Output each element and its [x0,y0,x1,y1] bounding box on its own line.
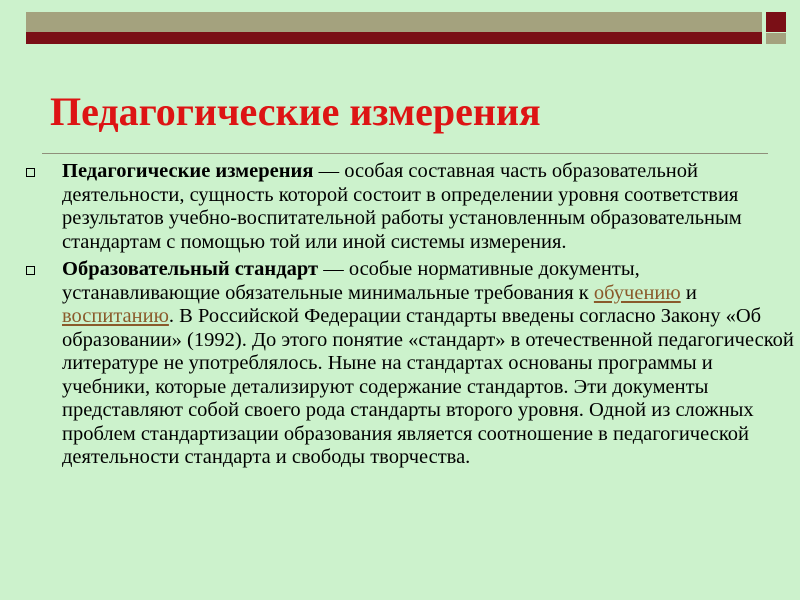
header-bar-dark [26,32,762,44]
square-bullet-icon [26,168,35,177]
link-vospitaniyu[interactable]: воспитанию [62,305,169,327]
slide-title: Педагогические измерения [50,89,541,134]
square-bullet-icon [26,266,35,275]
corner-square-light [766,33,786,44]
list-item [26,160,796,254]
header-bar-light [26,12,762,32]
definition-text: — особая составная часть образовательной деятельности, сущность которой состоит в определении уровня соответствия результатов учебно-воспитательной работы установленным образовательным стандартам с помощью той или иной системы измерения. [62,160,742,253]
definition-text-end: . В Российской Федерации стандарты введены согласно Закону «Об образовании» (1992). До этого понятие «стандарт» в отечественной педагогической литературе не употреблялось. Ныне на стандартах основаны программы и учебники, которые детализируют содержание стандартов. Эти документы представляют собой своего рода стандарты второго уровня. Одной из сложных проблем стандартизации образования является соотношение в педагогической деятельности стандарта и свободы творчества. [62,305,794,468]
definition-text-start: — особые нормативные документы, устанавливающие обязательные минимальные требования к [62,258,640,304]
definition-text-conjunction: и [680,281,697,304]
link-obucheniyu[interactable]: обучению [593,281,681,304]
bullet-list [26,160,796,470]
term-pedagogical-measurements: Педагогические измерения [62,160,314,182]
corner-square-dark [766,12,786,32]
title-divider [42,153,768,154]
list-item [26,258,796,470]
term-educational-standard: Образовательный стандарт [62,258,319,280]
